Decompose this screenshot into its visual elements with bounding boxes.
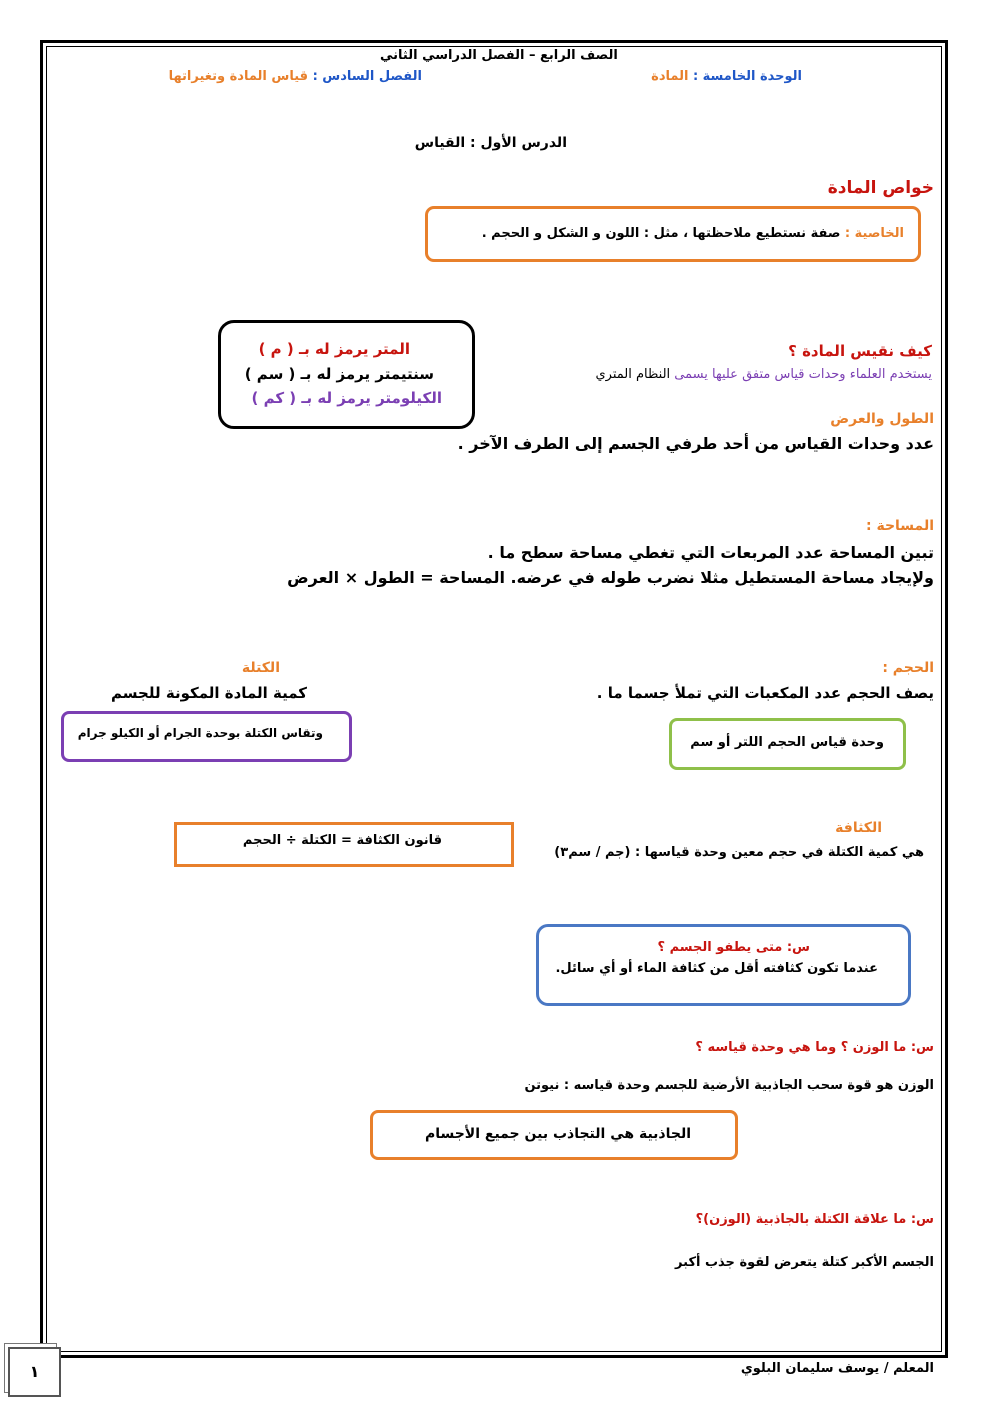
property-label: الخاصية : — [844, 226, 904, 241]
property-definition — [482, 226, 904, 242]
measure-answer — [595, 367, 932, 383]
volume-heading: الحجم : — [882, 660, 934, 676]
length-text: عدد وحدات القياس من أحد طرفي الجسم إلى الطرف الآخر . — [457, 434, 934, 453]
relation-answer: الجسم الأكبر كتلة يتعرض لقوة جذب أكبر — [675, 1255, 934, 1270]
unit-centimeter: سنتيمتر يرمز له بـ ( سم ) — [244, 365, 434, 383]
relation-question: س: ما علاقة الكتلة بالجاذبية (الوزن)؟ — [695, 1212, 934, 1227]
grade-term: الصف الرابع – الفصل الدراسي الثاني — [380, 48, 618, 63]
mass-heading: الكتلة — [241, 660, 280, 676]
length-heading: الطول والعرض — [830, 411, 934, 427]
float-answer: عندما تكون كثافته أقل من كثافة الماء أو أي سائل. — [555, 961, 878, 976]
chapter-line — [169, 69, 422, 85]
weight-answer: الوزن هو قوة سحب الجاذبية الأرضية للجسم وحدة قياسه : نيوتن — [524, 1078, 934, 1093]
measure-answer-part2: النظام المتري — [595, 367, 671, 382]
weight-question: س: ما الوزن ؟ وما هي وحدة قياسه ؟ — [695, 1040, 934, 1055]
density-heading: الكثافة — [835, 820, 882, 836]
gravity-text: الجاذبية هي التجاذب بين جميع الأجسام — [424, 1126, 691, 1142]
density-law: قانون الكثافة = الكتلة ÷ الحجم — [242, 833, 442, 848]
unit-meter: المتر يرمز له بـ ( م ) — [258, 340, 410, 358]
unit-label: الوحدة الخامسة : — [692, 69, 802, 84]
mass-unit: وتقاس الكتلة بوحدة الجرام أو الكيلو جرام — [77, 726, 323, 740]
float-question: س: متى يطفو الجسم ؟ — [657, 940, 810, 955]
unit-line — [651, 69, 802, 85]
measure-answer-part1: يستخدم العلماء وحدات قياس متفق عليها يسمى — [674, 367, 932, 382]
teacher-name: المعلم / يوسف سليمان البلوي — [740, 1361, 934, 1376]
properties-heading: خواص المادة — [827, 178, 934, 198]
area-line1: تبين المساحة عدد المربعات التي تغطي مساحة سطح ما . — [487, 543, 934, 562]
area-line2: ولإيجاد مساحة المستطيل مثلا نضرب طوله في عرضه. المساحة = الطول × العرض — [287, 568, 934, 587]
unit-kilometer: الكيلومتر يرمز له بـ ( كم ) — [251, 389, 442, 407]
chapter-label: الفصل السادس : — [312, 69, 422, 84]
lesson-title: الدرس الأول : القياس — [414, 135, 567, 151]
chapter-name: قياس المادة وتغيراتها — [168, 69, 309, 84]
unit-name: المادة — [651, 69, 689, 84]
measure-question: كيف نقيس المادة ؟ — [788, 342, 932, 360]
page-number: ١ — [29, 1362, 40, 1381]
area-heading: المساحة : — [866, 518, 934, 534]
density-text: هي كمية الكتلة في حجم معين وحدة قياسها : (جم / سم٣) — [554, 845, 924, 860]
volume-text: يصف الحجم عدد المكعبات التي تملأ جسما ما . — [596, 684, 934, 702]
volume-unit: وحدة قياس الحجم اللتر أو سم — [690, 735, 884, 750]
property-text: صفة نستطيع ملاحظتها ، مثل : اللون و الشكل و الحجم . — [481, 226, 841, 241]
mass-text: كمية المادة المكونة للجسم — [111, 684, 307, 702]
